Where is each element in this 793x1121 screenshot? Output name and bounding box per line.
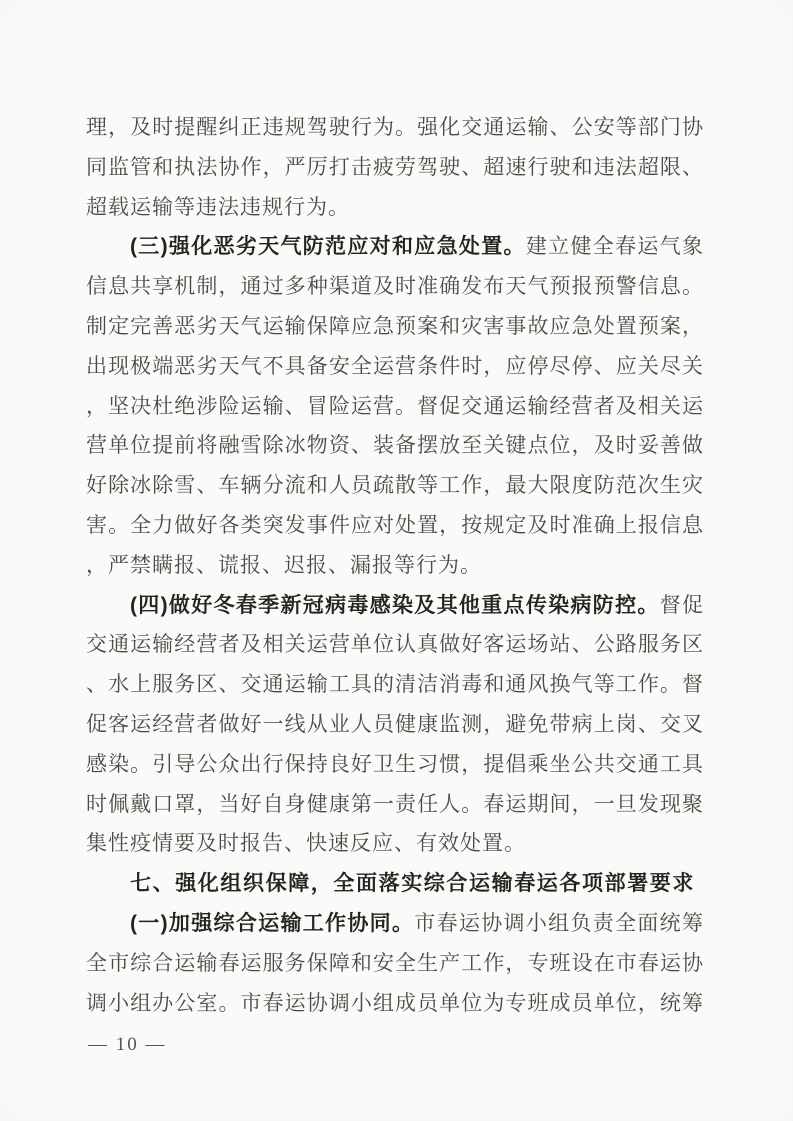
text-line <box>86 824 704 864</box>
text-segment: ，坚决杜绝涉险运输、冒险运营。督促交通运输经营者及相关运 <box>86 393 704 418</box>
text-line <box>86 984 704 1024</box>
bold-text-segment: (四)做好冬春季新冠病毒感染及其他重点传染病防控。 <box>130 593 660 617</box>
text-line <box>86 546 704 586</box>
text-segment: 感染。引导公众出行保持良好卫生习惯，提倡乘坐公共交通工具 <box>86 751 704 776</box>
text-line <box>86 506 704 546</box>
bold-text-segment: (一)加强综合运输工作协同。 <box>130 911 415 935</box>
text-line <box>86 108 704 148</box>
section-heading-line <box>86 864 704 904</box>
text-segment: 督促 <box>659 592 705 617</box>
text-line <box>86 665 704 705</box>
text-segment: 集性疫情要及时报告、快速反应、有效处置。 <box>86 831 526 856</box>
text-segment: 时佩戴口罩，当好自身健康第一责任人。春运期间，一旦发现聚 <box>86 791 704 816</box>
text-segment: 市春运协调小组负责全面统筹 <box>414 910 704 935</box>
text-segment: 出现极端恶劣天气不具备安全运营条件时，应停尽停、应关尽关 <box>86 353 704 378</box>
text-segment: 全市综合运输春运服务保障和安全生产工作，专班设在市春运协 <box>86 950 704 975</box>
text-segment: ，严禁瞒报、谎报、迟报、漏报等行为。 <box>86 552 482 577</box>
bold-text-segment: (三)强化恶劣天气防范应对和应急处置。 <box>130 235 526 259</box>
bold-text-segment: 七、强化组织保障，全面落实综合运输春运各项部署要求 <box>130 872 695 896</box>
page-number: — 10 — <box>88 1034 167 1055</box>
text-segment: 理，及时提醒纠正违规驾驶行为。强化交通运输、公安等部门协 <box>86 115 704 139</box>
text-segment: 害。全力做好各类突发事件应对处置，按规定及时准确上报信息 <box>86 512 704 537</box>
text-line <box>86 426 704 466</box>
text-line <box>86 347 704 387</box>
text-segment: 建立健全春运气象 <box>525 234 704 259</box>
text-segment: 好除冰除雪、车辆分流和人员疏散等工作，最大限度防范次生灾 <box>86 473 704 498</box>
text-segment: 交通运输经营者及相关运营单位认真做好客运场站、公路服务区 <box>86 632 704 657</box>
text-segment: 制定完善恶劣天气运输保障应急预案和灾害事故应急处置预案， <box>86 313 704 338</box>
text-line <box>86 705 704 745</box>
document-lines <box>86 108 704 1023</box>
text-segment: 促客运经营者做好一线从业人员健康监测，避免带病上岗、交叉 <box>86 711 704 736</box>
text-segment: 、水上服务区、交通运输工具的清洁消毒和通风换气等工作。督 <box>86 672 704 697</box>
text-line <box>86 625 704 665</box>
text-line <box>86 904 704 944</box>
text-line <box>86 227 704 267</box>
text-line <box>86 586 704 626</box>
text-segment: 信息共享机制，通过多种渠道及时准确发布天气预报预警信息。 <box>86 274 704 299</box>
text-segment: 营单位提前将融雪除冰物资、装备摆放至关键点位，及时妥善做 <box>86 433 704 458</box>
text-line <box>86 148 704 188</box>
text-line <box>86 466 704 506</box>
text-line <box>86 785 704 825</box>
text-line <box>86 387 704 427</box>
text-segment: 调小组办公室。市春运协调小组成员单位为专班成员单位，统筹 <box>86 990 704 1015</box>
text-segment: 同监管和执法协作，严厉打击疲劳驾驶、超速行驶和违法超限、 <box>86 154 704 179</box>
text-line <box>86 267 704 307</box>
text-line <box>86 188 704 228</box>
text-segment: 超载运输等违法违规行为。 <box>86 194 350 219</box>
text-line <box>86 307 704 347</box>
text-line <box>86 944 704 984</box>
text-line <box>86 745 704 785</box>
